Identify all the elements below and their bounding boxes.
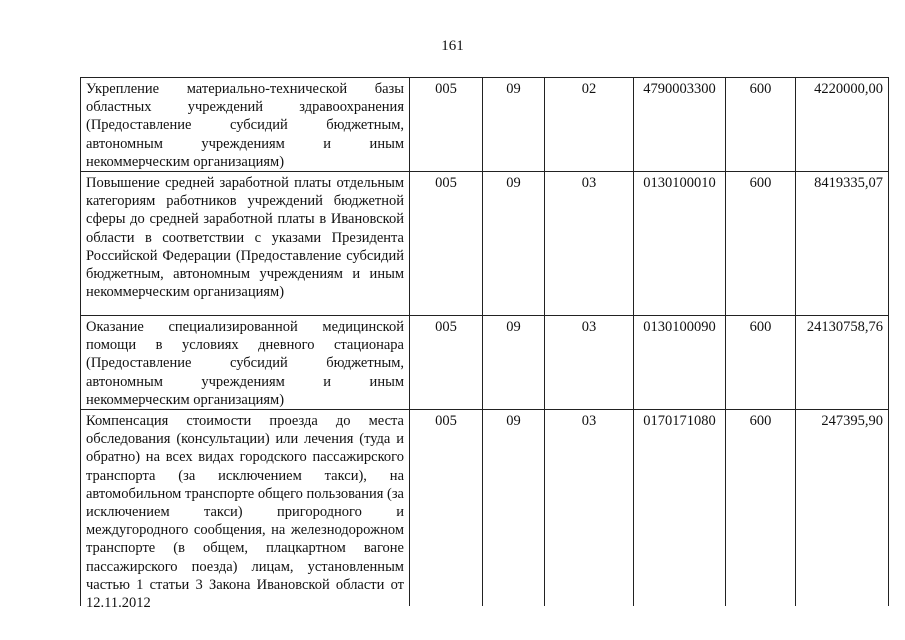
expense-type-code: 600: [726, 316, 796, 410]
table-row: [81, 172, 889, 316]
ministry-code: 005: [410, 172, 483, 316]
target-article-code: 0130100090: [634, 316, 726, 410]
section-code: 09: [483, 316, 545, 410]
row-description: [81, 410, 410, 612]
row-description: Повышение средней заработной платы отдельным категориям работников учреждений бюджетной сферы до средней заработной платы в Ивановской области в соответствии с указами Президента Российской Федерации (Предоставление субсидий бюджетным, автономным учреждениям и иным некоммерческим организациям): [81, 172, 410, 316]
expense-type-code: 600: [726, 410, 796, 606]
row-description: Укрепление материально-технической базы областных учреждений здравоохранения (Предоставление субсидий бюджетным, автономным учреждениям и иным некоммерческим организациям): [81, 78, 410, 172]
table-row: [81, 410, 889, 606]
section-code: 09: [483, 78, 545, 172]
table-row: [81, 78, 889, 172]
section-code: 09: [483, 172, 545, 316]
expense-type-code: 600: [726, 172, 796, 316]
section-code: 09: [483, 410, 545, 606]
target-article-code: 4790003300: [634, 78, 726, 172]
subsection-code: 03: [545, 172, 634, 316]
row-description: Оказание специализированной медицинской помощи в условиях дневного стационара (Предоставление субсидий бюджетным, автономным учреждениям и иным некоммерческим организациям): [81, 316, 410, 410]
amount-value: 247395,90: [796, 410, 889, 606]
amount-value: 8419335,07: [796, 172, 889, 316]
target-article-code: 0130100010: [634, 172, 726, 316]
amount-value: 4220000,00: [796, 78, 889, 172]
ministry-code: 005: [410, 78, 483, 172]
ministry-code: 005: [410, 316, 483, 410]
expense-type-code: 600: [726, 78, 796, 172]
budget-table: [80, 77, 889, 612]
ministry-code: 005: [410, 410, 483, 606]
page-number: 161: [441, 38, 464, 54]
subsection-code: 02: [545, 78, 634, 172]
amount-value: 24130758,76: [796, 316, 889, 410]
subsection-code: 03: [545, 410, 634, 606]
subsection-code: 03: [545, 316, 634, 410]
table-row: [81, 316, 889, 410]
row-description-text: Компенсация стоимости проезда до места обследования (консультации) или лечения (туда и обратно) на всех видах городского пассажирского транспорта (за исключением такси), на автомобильном транспорте общего пользования (за исключением такси) пригородного и междугородного сообщения, на железнодорожном транспорте (в общем, плацкартном вагоне пассажирского поезда) лицам, установленным частью 1 статьи 3 Закона Ивановской области от 12.11.2012: [86, 413, 404, 612]
target-article-code: 0170171080: [634, 410, 726, 606]
